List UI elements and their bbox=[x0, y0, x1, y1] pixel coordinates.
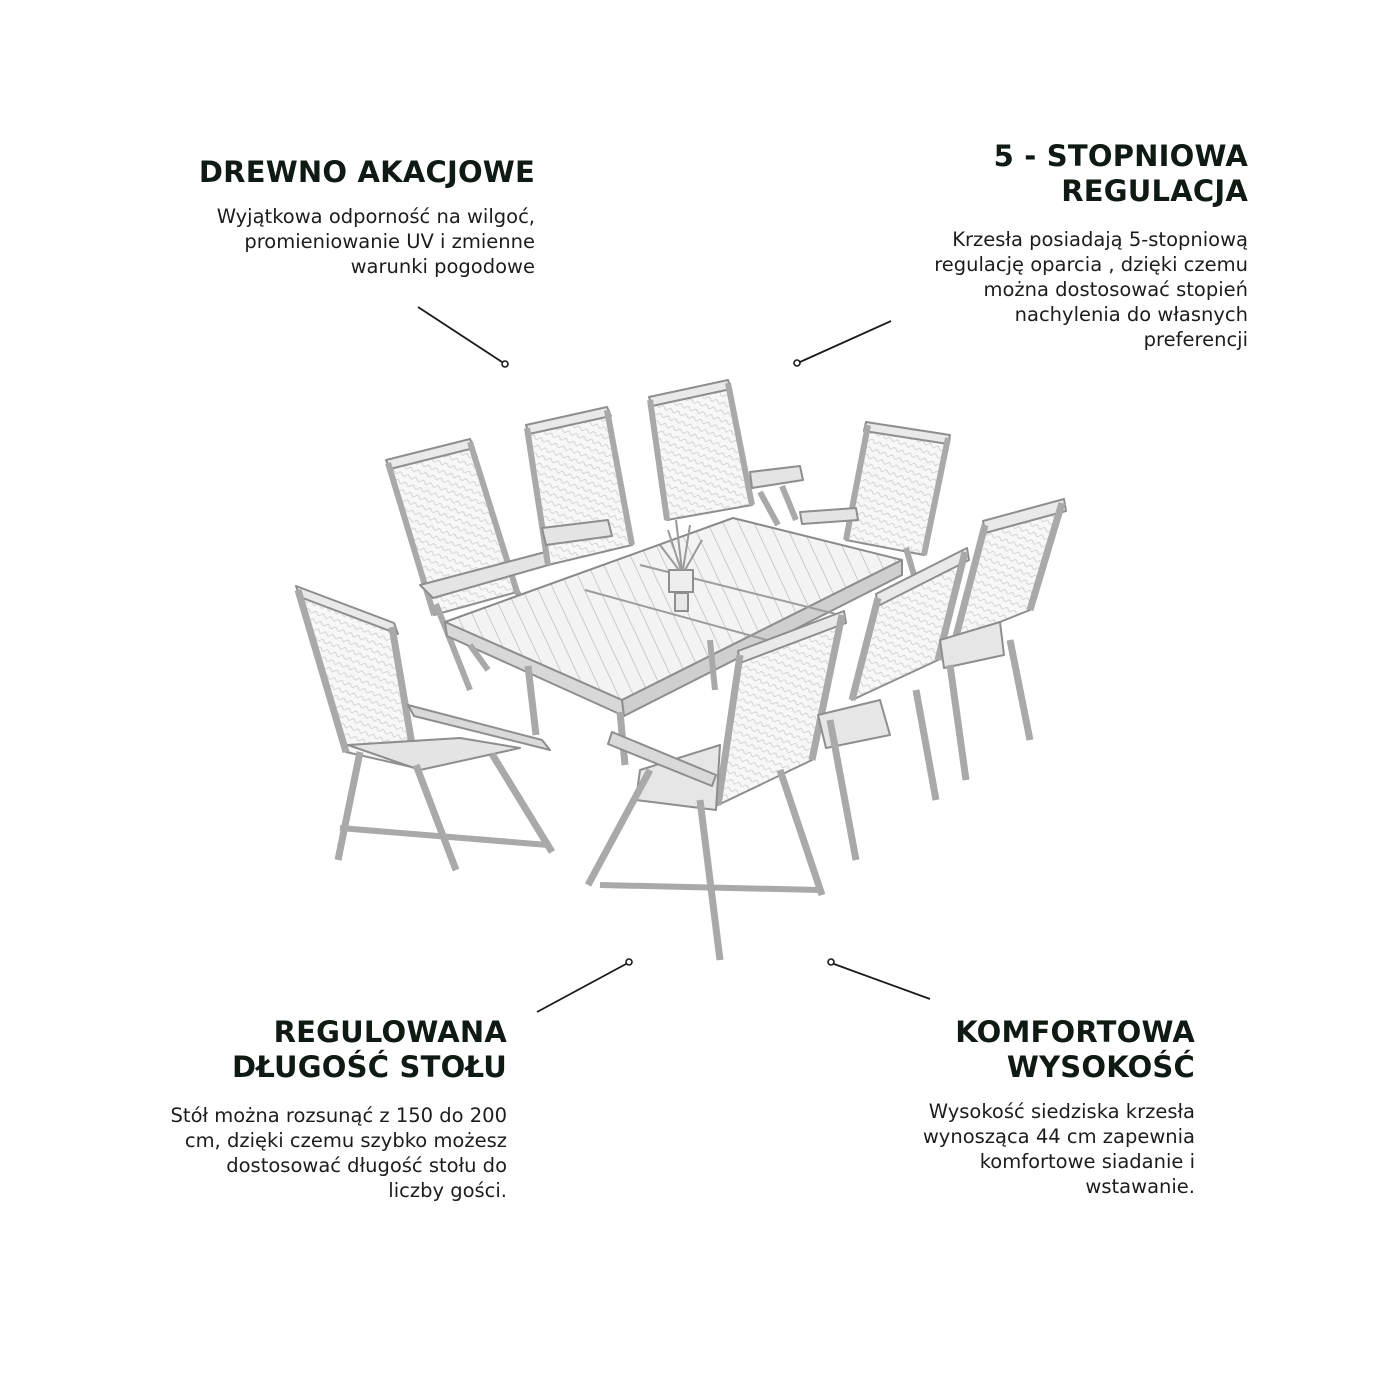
feature-title: 5 - STOPNIOWA REGULACJA bbox=[993, 139, 1248, 208]
chair-front-right-2 bbox=[940, 499, 1066, 780]
feature-description: Wysokość siedziska krzesła wynosząca 44 cm zapewnia komfortowe siadanie i wstawanie. bbox=[922, 1100, 1195, 1198]
feature-description: Krzesła posiadają 5-stopniową regulację oparcia , dzięki czemu można dostosować stopień nachylenia do własnych preferencji bbox=[934, 228, 1248, 351]
chair-back-3 bbox=[649, 380, 803, 525]
feature-title: REGULOWANA DŁUGOŚĆ STOŁU bbox=[232, 1015, 507, 1084]
feature-title: KOMFORTOWA WYSOKOŚĆ bbox=[955, 1015, 1195, 1084]
feature-description: Wyjątkowa odporność na wilgoć, promieniowanie UV i zmienne warunki pogodowe bbox=[216, 205, 535, 278]
feature-title: DREWNO AKACJOWE bbox=[198, 155, 535, 189]
chair-back-2 bbox=[526, 407, 632, 565]
feature-description: Stół można rozsunąć z 150 do 200 cm, dzięki czemu szybko możesz dostosować długość stołu do liczby gości. bbox=[170, 1104, 507, 1202]
